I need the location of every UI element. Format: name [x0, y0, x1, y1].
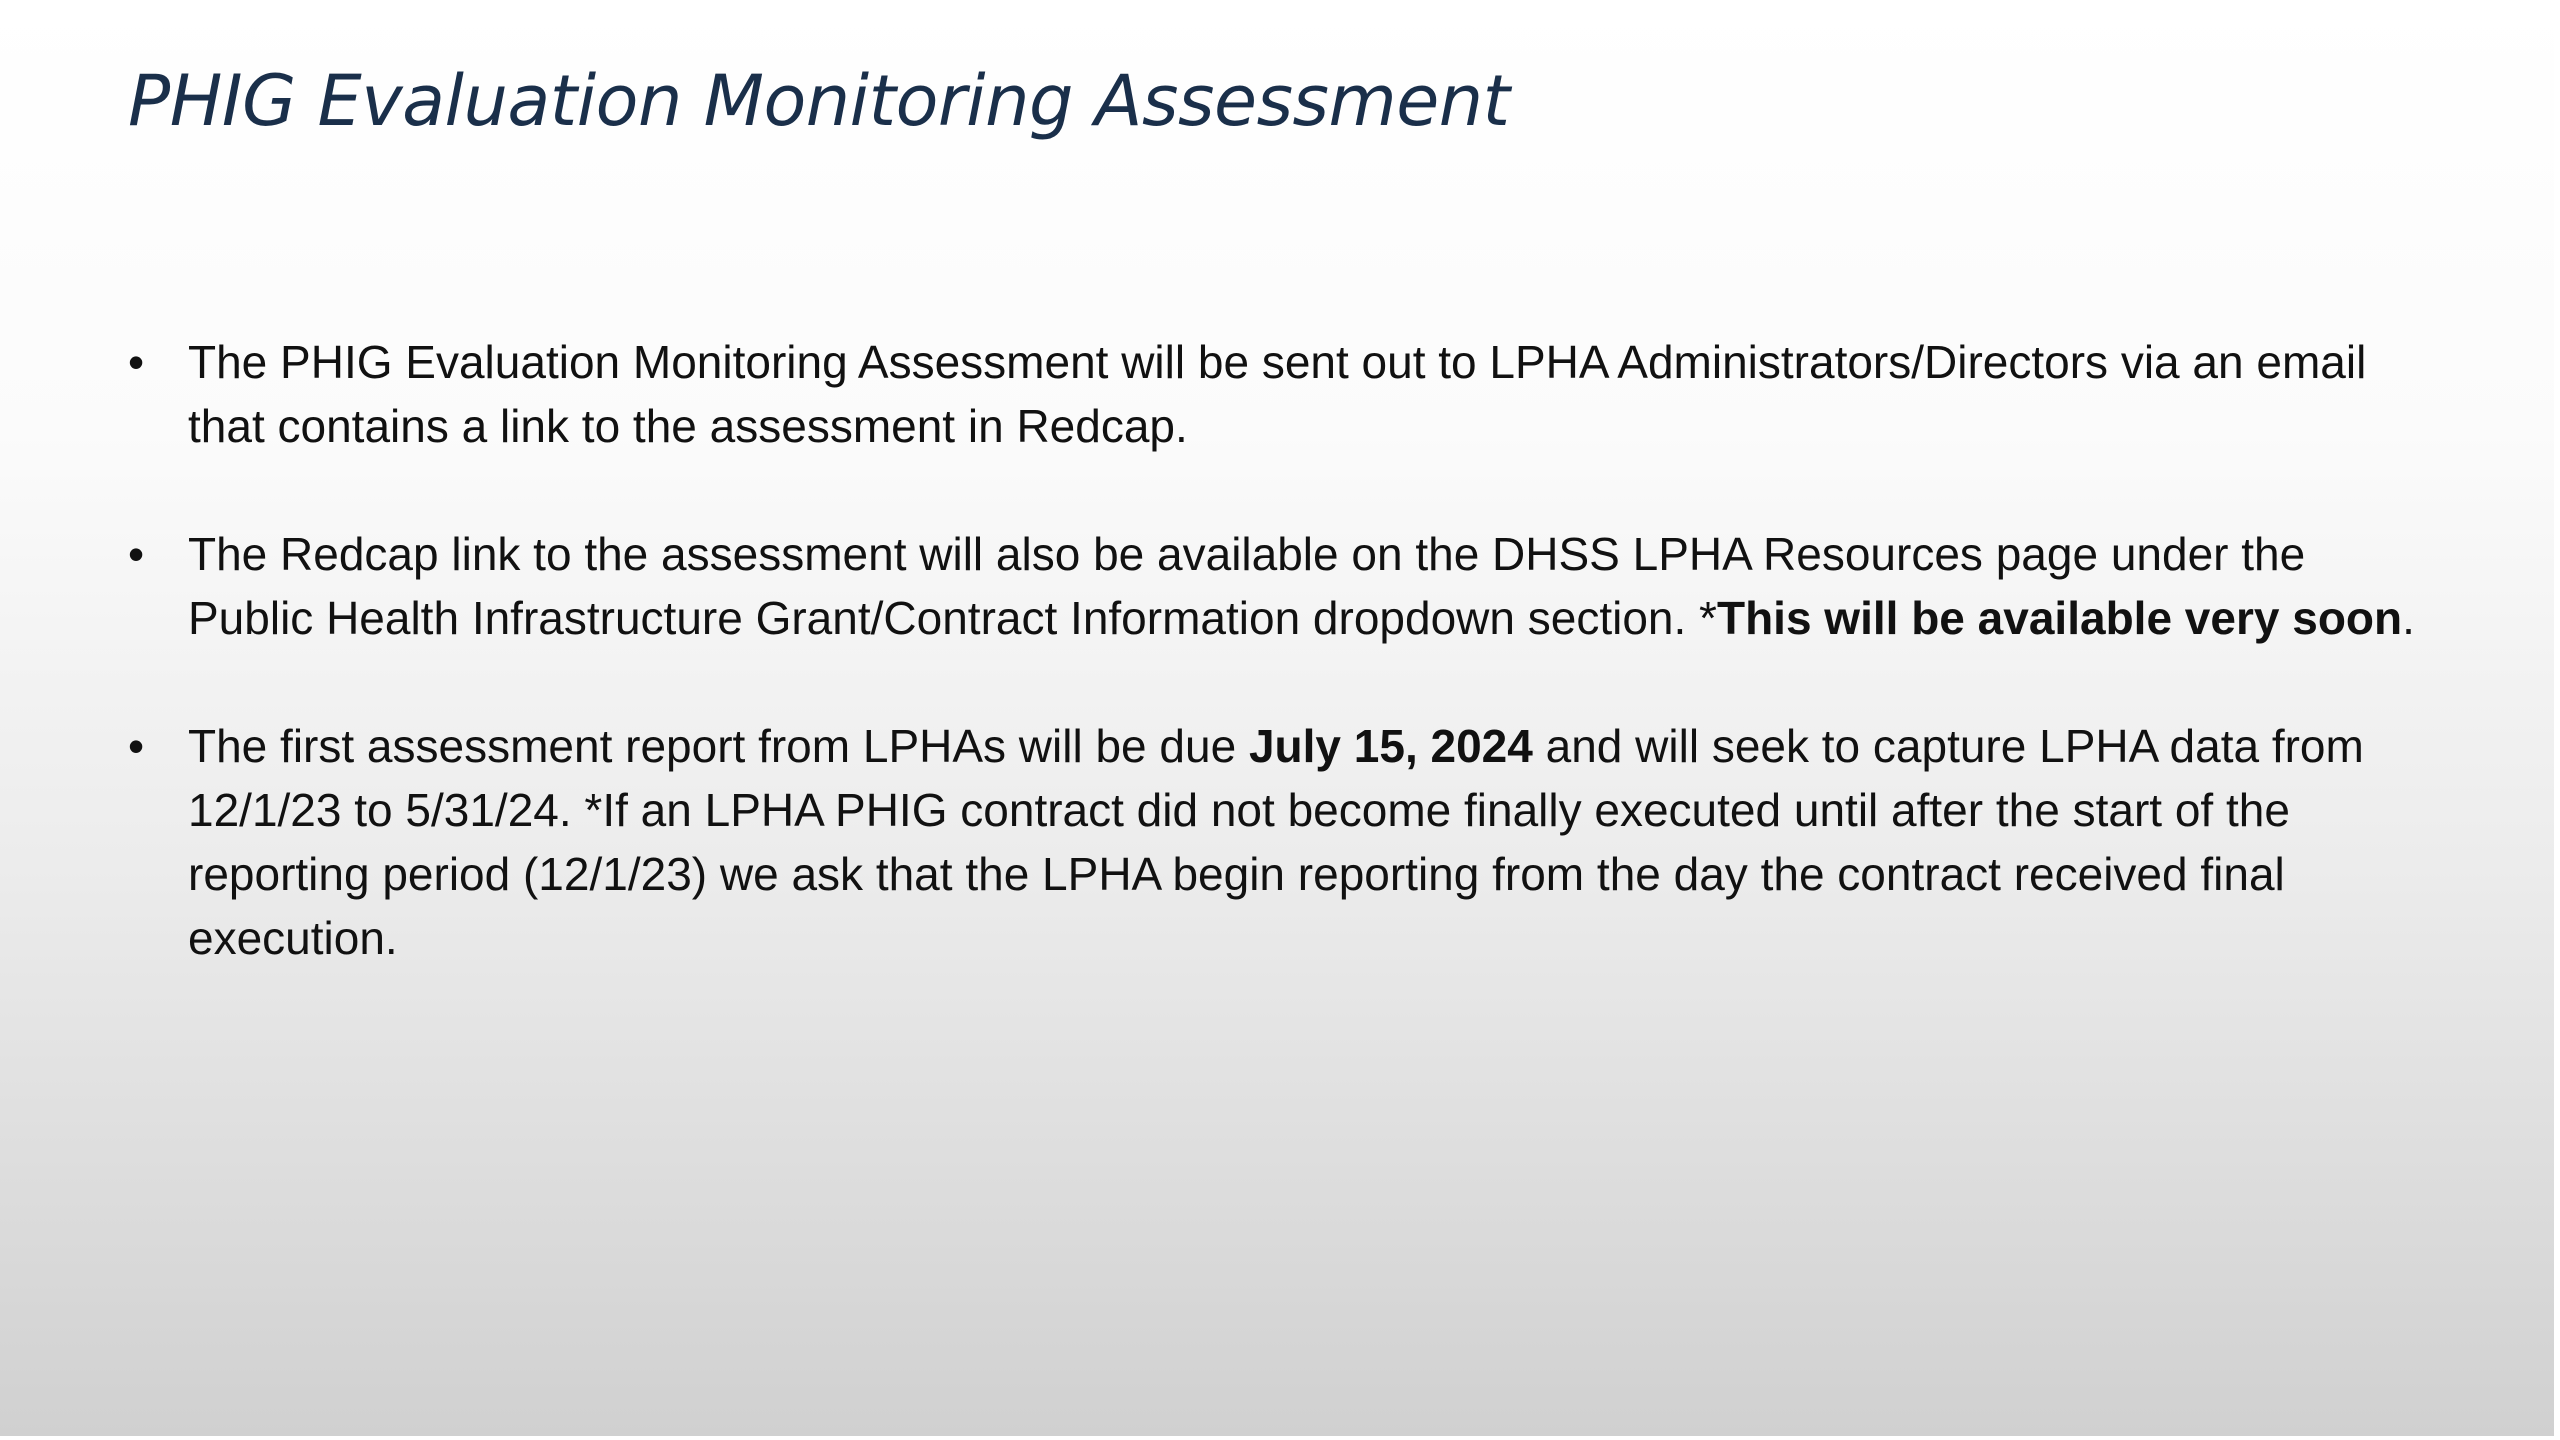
bullet-emphasis: This will be available very soon	[1716, 592, 2403, 644]
bullet-text-end: .	[2402, 592, 2415, 644]
bullet-icon: •	[128, 528, 145, 580]
bullet-icon: •	[128, 336, 145, 388]
bullet-due-date: July 15, 2024	[1248, 720, 1533, 772]
bullet-icon: •	[128, 720, 145, 772]
bullet-text-end: and will seek to capture LPHA data from 12/1/23 to 5/31/24. *If an LPHA PHIG contract did not become finally executed until after the start of the reporting period (12/1/23) we ask that the LPHA begin reporting from the day the contract received final execution.	[188, 720, 2364, 964]
bullet-text: The first assessment report from LPHAs will be due	[188, 720, 1249, 772]
bullet-text: The PHIG Evaluation Monitoring Assessment will be sent out to LPHA Administrators/Directors via an email that contains a link to the assessment in Redcap.	[188, 336, 2367, 452]
slide-right-edge	[2554, 0, 2560, 1440]
slide-bottom-edge	[0, 1436, 2560, 1440]
bullet-text: The Redcap link to the assessment will also be available on the DHSS LPHA Resources page under the Public Health Infrastructure Grant/Contract Information dropdown section. *	[188, 528, 2306, 644]
bullet-item-first-report	[128, 714, 2428, 970]
bullet-list	[128, 330, 2428, 1034]
slide-title: PHIG Evaluation Monitoring Assessment	[128, 60, 1510, 142]
bullet-item-redcap-link	[128, 522, 2428, 650]
bullet-item-email	[128, 330, 2428, 458]
